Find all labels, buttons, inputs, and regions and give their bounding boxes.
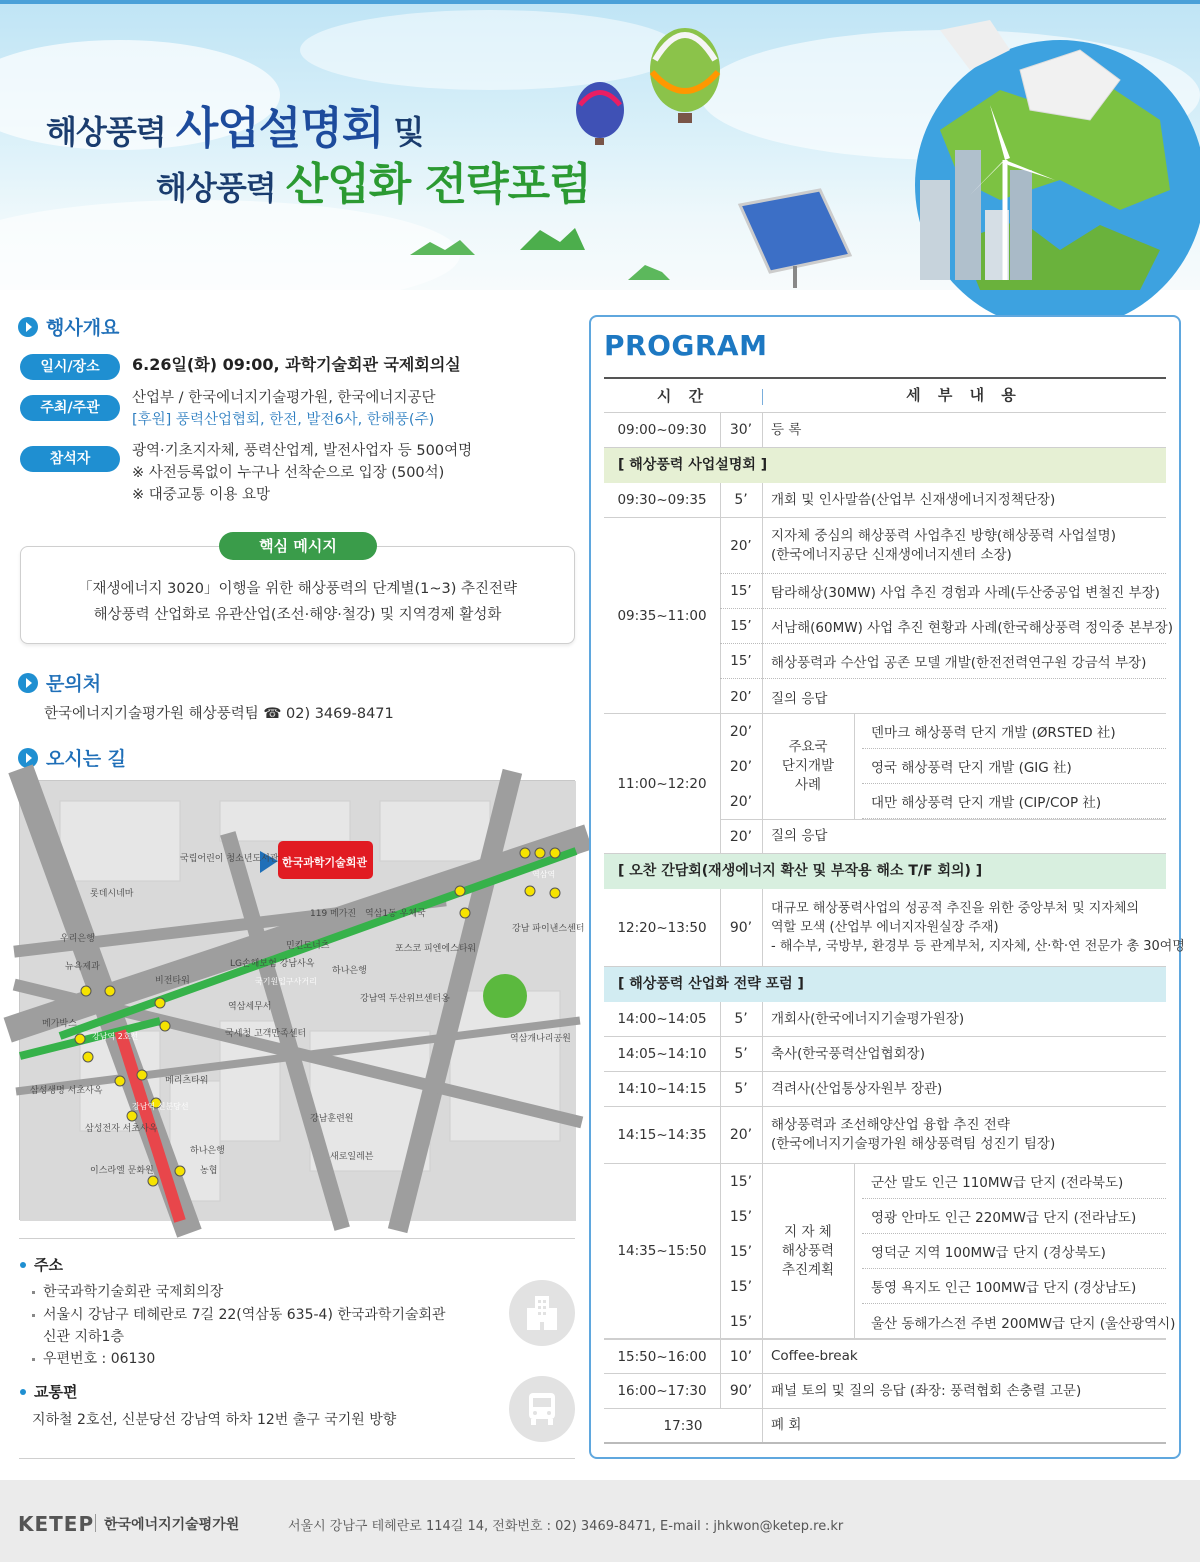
- duration-cell: 10’: [729, 1348, 753, 1365]
- time-cell: 17:30: [663, 1417, 703, 1434]
- duration-cell: 20’: [730, 688, 752, 705]
- detail-cell: 축사(한국풍력산업협회장): [771, 1045, 925, 1062]
- detail-cell: 질의 응답: [771, 828, 828, 844]
- detail-cell: 해상풍력과 조선해양산업 융합 추진 전략 (한국에너지기술평가원 해상풍력팀 성진기 팀장): [771, 1117, 1056, 1152]
- map-label: 삼성전자 서초사옥: [85, 1124, 158, 1134]
- detail-cell: 서남해(60MW) 사업 추진 현황과 사례(한국해상풍력 정익중 본부장): [771, 620, 1173, 636]
- column-header-detail: 세 부 내 용: [906, 386, 1022, 404]
- table-row: [720, 679, 1166, 714]
- table-row: [720, 574, 1166, 609]
- table-row: [604, 1072, 1166, 1107]
- table-row: [604, 413, 1166, 448]
- map-label: 뉴욕제과: [65, 962, 100, 972]
- map-label: 역삼1동 우체국: [365, 909, 426, 919]
- map-label: 하나은행: [190, 1146, 225, 1156]
- table-row: [604, 1107, 1166, 1164]
- host-pill: 주최/주관: [20, 395, 120, 421]
- col-divider: [854, 1164, 855, 1338]
- table-row: [604, 1409, 1166, 1444]
- transit-heading: 교통편: [20, 1381, 77, 1402]
- map-venue-label: 한국과학기술회관: [282, 856, 368, 869]
- detail-cell: 영국 해상풍력 단지 개발 (GIG 社): [862, 749, 1166, 784]
- map-label: 민킨도너츠: [286, 941, 330, 951]
- divider: [19, 1458, 575, 1459]
- footer-contact-info: 서울시 강남구 테헤란로 114길 14, 전화번호 : 02) 3469-8471, E-mail : jhkwon@ketep.re.kr: [288, 1519, 844, 1534]
- map-label: 메리츠타워: [165, 1076, 209, 1086]
- table-row: [604, 1037, 1166, 1072]
- duration-cell: 5’: [734, 1081, 748, 1097]
- map-label: 국세청 고객만족센터: [225, 1029, 307, 1039]
- map-label: 국립어린이 청소년도서관: [180, 854, 279, 864]
- detail-cell: 패널 토의 및 질의 응답 (좌장: 풍력협회 손충렬 고문): [771, 1382, 1082, 1399]
- arrow-bullet-icon: [18, 748, 38, 768]
- detail-cell: 군산 말도 인근 110MW급 단지 (전라북도): [862, 1164, 1166, 1199]
- section-header: [ 해상풍력 사업설명회 ]: [604, 448, 1166, 483]
- duration-cell: 15’: [729, 1243, 753, 1260]
- address-line: 한국과학기술회관 국제회의장: [32, 1281, 223, 1301]
- detail-cell: 개회사(한국에너지기술평가원장): [771, 1010, 965, 1027]
- time-cell: 14:15~14:35: [617, 1127, 707, 1143]
- transit-text: 지하철 2호선, 신분당선 강남역 하차 12번 출구 국기원 방향: [32, 1412, 397, 1428]
- duration-cell: 15’: [730, 618, 752, 634]
- table-row: [720, 518, 1166, 574]
- time-cell: 11:00~12:20: [617, 775, 707, 792]
- duration-cell: 15’: [730, 583, 752, 599]
- duration-cell: 20’: [729, 758, 753, 775]
- map-label: 새로일레븐: [330, 1152, 374, 1162]
- map-label: 강남역 신분당선: [132, 1102, 189, 1111]
- detail-cell: 해상풍력과 수산업 공존 모델 개발(한전전력연구원 강금석 부장): [771, 655, 1147, 671]
- time-cell: 14:00~14:05: [617, 1011, 707, 1027]
- title-line-2: 해상풍력 산업화 전략포럼: [156, 159, 591, 210]
- map-label: 롯데시네마: [90, 889, 134, 899]
- key-message-line-1: 「재생에너지 3020」이행을 위한 해상풍력의 단계별(1~3) 추진전략: [77, 581, 517, 597]
- detail-cell: 탐라해상(30MW) 사업 추진 경험과 사례(두산중공업 변철진 부장): [771, 585, 1160, 601]
- attendees-line-2: ※ 사전등록없이 누구나 선착순으로 입장 (500석): [132, 465, 445, 481]
- arrow-bullet-icon: [18, 317, 38, 337]
- contact-text: 한국에너지기술평가원 해상풍력팀 ☎ 02) 3469-8471: [44, 706, 394, 722]
- section-header: [ 오찬 간담회(재생에너지 확산 및 부작용 해소 T/F 회의) ]: [604, 854, 1166, 889]
- top-accent-bar: [0, 0, 1200, 4]
- directions-heading: 오시는 길: [18, 744, 126, 771]
- group-label: 주요국 단지개발 사례: [781, 739, 835, 793]
- detail-cell: 영덕군 지역 100MW급 단지 (경상북도): [862, 1234, 1166, 1269]
- detail-cell: 폐 회: [771, 1417, 802, 1433]
- sponsor-value: [후원] 풍력산업협회, 한전, 발전6사, 한해풍(주): [132, 412, 435, 428]
- table-row: [604, 1374, 1166, 1409]
- table-header-row: [604, 377, 1166, 413]
- table-row: [604, 1339, 1166, 1374]
- bus-icon: [509, 1376, 575, 1442]
- footer-org-name: 한국에너지기술평가원: [104, 1517, 240, 1533]
- attendees-pill: 참석자: [20, 446, 120, 472]
- duration-cell: 5’: [734, 492, 748, 508]
- datetime-pill: 일시/장소: [20, 354, 120, 380]
- time-cell: 14:10~14:15: [617, 1081, 707, 1097]
- duration-cell: 90’: [729, 1383, 753, 1399]
- map-label: 역삼개나리공원: [510, 1034, 571, 1044]
- detail-cell: 울산 동해가스전 주변 200MW급 단지 (울산광역시): [871, 1315, 1176, 1332]
- map-label: 119 메가진: [310, 909, 357, 919]
- detail-cell: 대규모 해상풍력사업의 성공적 추진을 위한 중앙부처 및 지자체의 역할 모색 (산업부 에너지자원실장 주재) - 해수부, 국방부, 환경부 등 관계부처, 지자체, 산·학·연 전문가 총 30여명: [771, 901, 1185, 954]
- map-label: 메가박스: [42, 1019, 77, 1029]
- duration-cell: 20’: [729, 1127, 753, 1143]
- footer: [0, 1480, 1200, 1562]
- title-line-1: 해상풍력 사업설명회 및: [46, 103, 424, 154]
- detail-cell: 격려사(산업통상자원부 장관): [771, 1080, 943, 1097]
- address-line: 서울시 강남구 테헤란로 7길 22(역삼동 635-4) 한국과학기술회관: [32, 1304, 446, 1324]
- arrow-bullet-icon: [18, 673, 38, 693]
- map-label: 우리은행: [60, 934, 95, 944]
- datetime-value: 6.26일(화) 09:00, 과학기술회관 국제회의실: [132, 355, 461, 374]
- divider: [19, 1238, 575, 1239]
- group-label: 지 자 체 해상풍력 추진계획: [781, 1224, 835, 1278]
- detail-cell: 등 록: [771, 421, 802, 438]
- time-cell: 12:20~13:50: [617, 919, 707, 936]
- time-cell: 14:35~15:50: [617, 1243, 707, 1259]
- time-cell: 14:05~14:10: [617, 1046, 707, 1062]
- duration-cell: 90’: [729, 919, 753, 936]
- map-label: 역삼역: [532, 870, 556, 879]
- table-row: [720, 609, 1173, 644]
- cloud-decoration: [0, 200, 460, 310]
- table-row: [604, 889, 1185, 967]
- detail-cell: 지자체 중심의 해상풍력 사업추진 방향(해상풍력 사업설명) (한국에너지공단 신재생에너지센터 소장): [771, 527, 1116, 563]
- map-label: 농협: [200, 1166, 218, 1176]
- detail-cell: 개회 및 인사말씀(산업부 신재생에너지정책단장): [771, 491, 1056, 508]
- key-message-line-2: 해상풍력 산업화로 유관산업(조선·해양·철강) 및 지역경제 활성화: [93, 607, 502, 623]
- program-title: PROGRAM: [604, 329, 768, 362]
- program-panel: [589, 315, 1185, 1459]
- address-line: 신관 지하1층: [43, 1329, 124, 1345]
- building-icon: [509, 1280, 575, 1346]
- map-label: 비전타워: [155, 976, 190, 986]
- time-cell: 09:00~09:30: [617, 422, 707, 438]
- map-label: 강남역 두산위브센터옹: [360, 994, 450, 1004]
- header-banner: [0, 0, 1200, 290]
- duration-cell: 15’: [730, 653, 752, 669]
- address-heading: 주소: [20, 1254, 63, 1275]
- map-label: 이스라엘 문화원: [90, 1166, 154, 1176]
- host-value: 산업부 / 한국에너지기술평가원, 한국에너지공단: [132, 390, 436, 406]
- attendees-line-1: 광역·기초지자체, 풍력산업계, 발전사업자 등 500여명: [132, 443, 473, 459]
- duration-cell: 5’: [734, 1046, 748, 1062]
- key-message-pill: 핵심 메시지: [219, 532, 377, 560]
- map-label: 국기원입구사거리: [255, 977, 317, 986]
- ketep-logo: KETEP: [18, 1512, 95, 1536]
- map-label: 강남역 2호선: [92, 1032, 139, 1041]
- detail-cell: 대만 해상풍력 단지 개발 (CIP/COP 社): [862, 784, 1166, 819]
- footer-divider: [95, 1514, 96, 1532]
- duration-cell: 20’: [729, 723, 753, 740]
- duration-cell: 20’: [730, 537, 752, 554]
- table-row: [604, 483, 1166, 518]
- duration-cell: 20’: [729, 793, 753, 810]
- map-label: 하나은행: [332, 966, 367, 976]
- location-map[interactable]: [19, 780, 585, 1220]
- col-divider: [854, 714, 855, 819]
- duration-cell: 30’: [729, 422, 753, 438]
- detail-cell: Coffee-break: [771, 1348, 858, 1364]
- time-cell: 15:50~16:00: [617, 1348, 707, 1365]
- map-label: 역삼세무서: [228, 1002, 272, 1012]
- detail-cell: 통영 욕지도 인근 100MW급 단지 (경상남도): [862, 1269, 1166, 1304]
- section-header: [ 해상풍력 산업화 전략 포럼 ]: [604, 967, 1166, 1002]
- table-row: [720, 644, 1166, 679]
- address-line: 우편번호 : 06130: [32, 1348, 155, 1368]
- duration-cell: 15’: [729, 1278, 753, 1295]
- time-cell: 09:30~09:35: [617, 492, 707, 508]
- detail-cell: 영광 안마도 인근 220MW급 단지 (전라남도): [862, 1199, 1166, 1234]
- attendees-line-3: ※ 대중교통 이용 요망: [132, 487, 271, 503]
- time-cell: 16:00~17:30: [617, 1383, 707, 1399]
- map-label: 삼성생명 서초사옥: [30, 1086, 103, 1096]
- detail-cell: 질의 응답: [771, 690, 828, 707]
- map-label: 포스코 피엔에스타워: [395, 944, 477, 954]
- duration-cell: 15’: [729, 1173, 753, 1190]
- table-row: [604, 1002, 1166, 1037]
- detail-cell: 덴마크 해상풍력 단지 개발 (ØRSTED 社): [862, 714, 1166, 749]
- map-label: 강남 파이낸스센터: [512, 924, 585, 934]
- duration-cell: 15’: [729, 1313, 753, 1330]
- duration-cell: 5’: [734, 1011, 748, 1027]
- duration-cell: 15’: [729, 1208, 753, 1225]
- map-drawing: [20, 781, 576, 1221]
- map-label: LG손해보험 강남사옥: [230, 959, 315, 969]
- map-label: 강남훈련원: [310, 1114, 354, 1124]
- eco-globe-illustration: [400, 10, 1200, 290]
- contact-heading: 문의처: [18, 669, 101, 696]
- duration-cell: 20’: [729, 828, 753, 845]
- column-header-time: 시 간: [656, 387, 710, 405]
- overview-heading: 행사개요: [18, 313, 119, 340]
- time-cell: 09:35~11:00: [617, 607, 707, 624]
